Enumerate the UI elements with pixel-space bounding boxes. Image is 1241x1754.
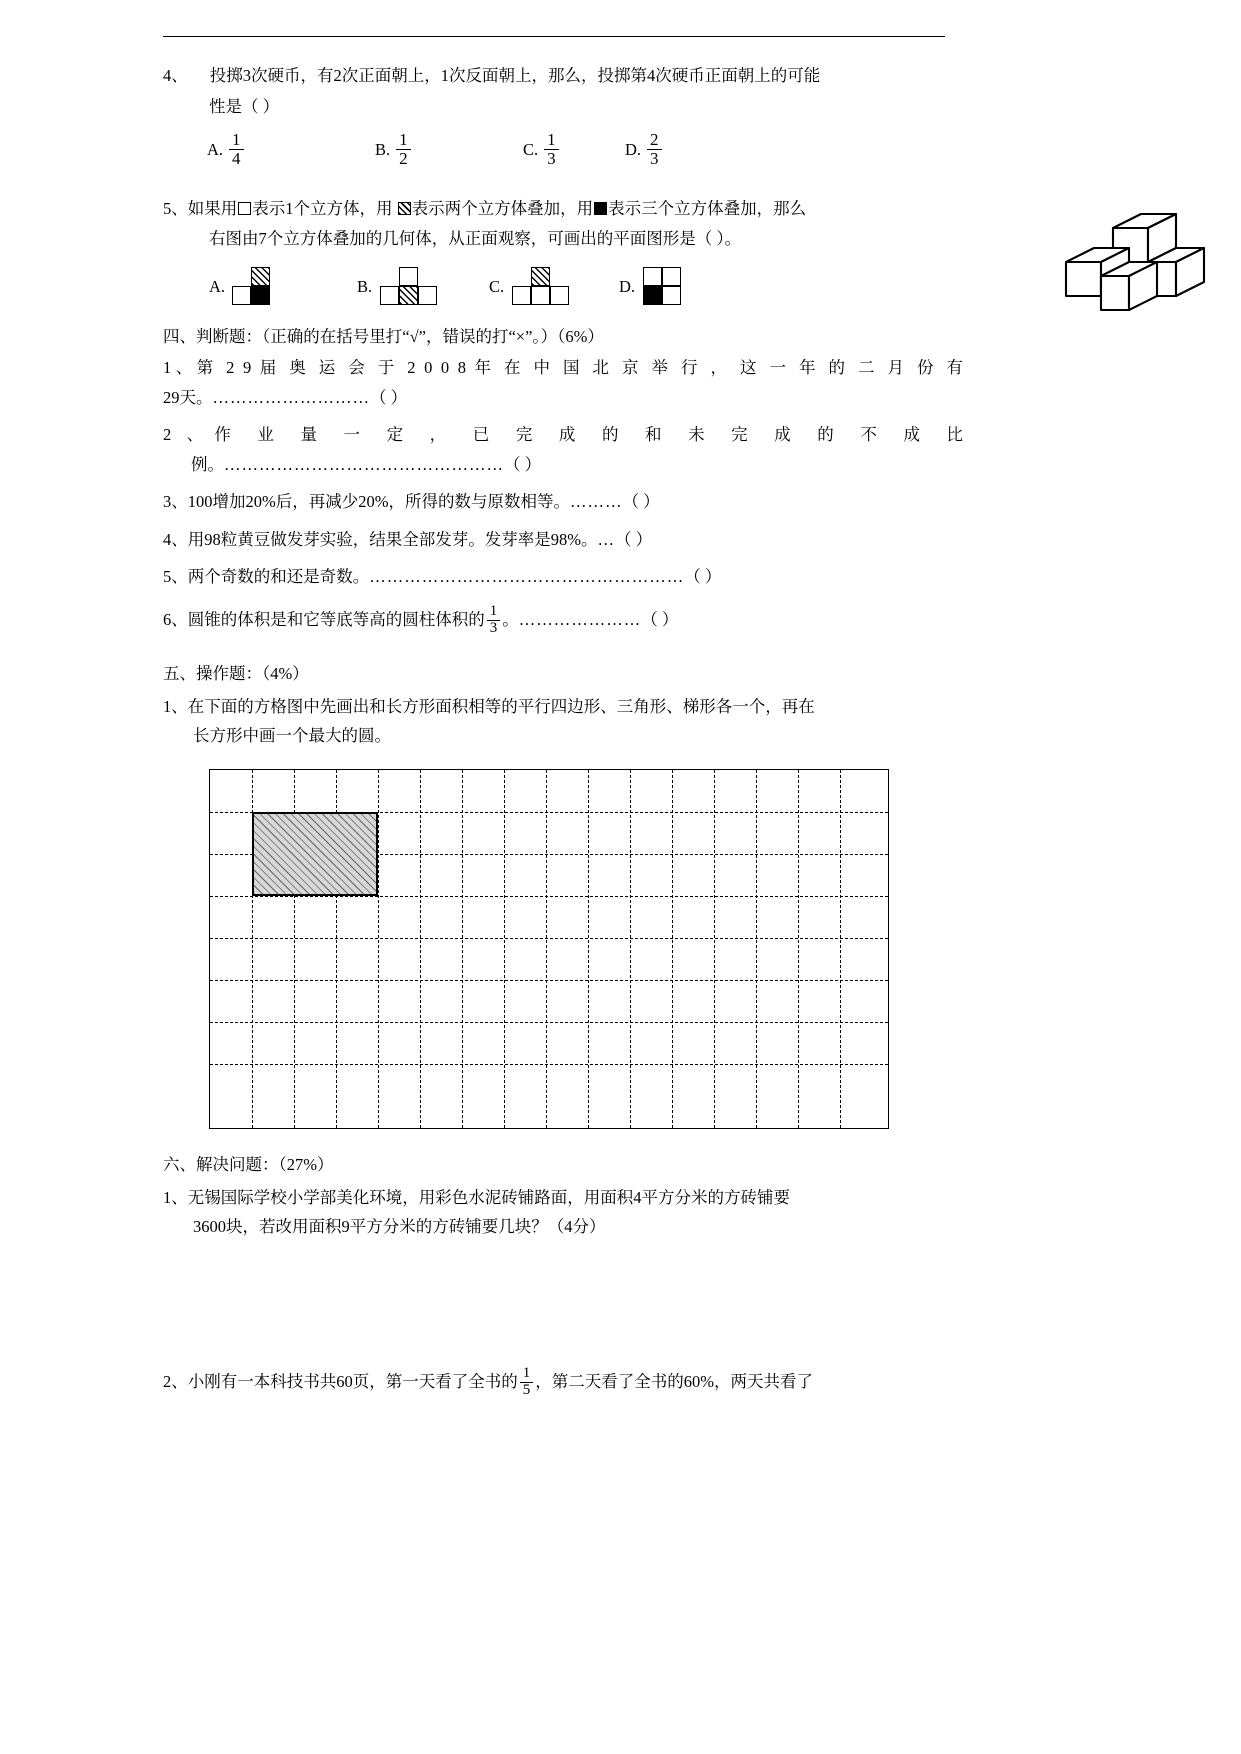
s6-q1-number: 1、 [163,1187,188,1207]
item-1-text: 第 2 9 届 奥 运 会 于 2 0 0 8 年 在 中 国 北 京 举 行 ， 这 一 年 的 二 月 份 有 [196,358,963,378]
section-4-item-2-line2 [191,450,963,479]
item-2-line2-text: 例。 [191,454,224,474]
choice-a-fraction [229,131,244,168]
s5-q1-number: 1、 [163,696,188,716]
item-1-number: 1、 [163,358,197,378]
shaded-rectangle [252,812,378,896]
choice-d-fraction [647,131,662,168]
item-3-number: 3、 [163,492,188,512]
section-4-item-2-line1 [163,420,963,450]
item-2-dots: ………………………………………… [224,454,504,474]
question-4-choices [207,129,963,169]
item-6-text: 圆锥的体积是和它等底等高的圆柱体积的 [187,610,485,630]
choice-c-denominator: 3 [544,149,559,168]
item-6-denominator: 3 [487,620,501,637]
question-5-line2: 右图由7个立方体叠加的几何体，从正面观察，可画出的平面图形是（ ）。 [209,228,742,248]
item-6-fraction [487,604,501,637]
choice-d-denominator: 3 [647,149,662,168]
section-4-item-3 [163,487,963,516]
question-5-seg2: 表示1个立方体，用 [252,199,393,219]
item-6-answer-blank[interactable]: （ ） [641,610,679,630]
item-5-number: 5、 [163,566,188,586]
item-5-answer-blank[interactable]: （ ） [684,566,722,586]
choice-a-label: A. [207,140,224,160]
q5-choice-d-figure [641,267,687,307]
section-5-question-1 [163,692,963,721]
question-5-seg4: 表示三个立方体叠加，那么 [608,199,807,219]
choice-b-fraction [396,131,411,168]
filled-square-icon [594,202,607,215]
question-5-choice-d[interactable] [619,267,687,307]
question-5-seg1: 如果用 [187,199,238,219]
question-4-text-line1: 投掷3次硬币，有2次正面朝上，1次反面朝上，那么，投掷第4次硬币正面朝上的可能 [209,66,821,85]
question-5-seg3: 表示两个立方体叠加，用 [411,199,594,219]
choice-a-denominator: 4 [229,149,244,168]
s6-q2-denominator: 5 [520,1382,534,1399]
item-4-text: 用98粒黄豆做发芽实验，结果全部发芽。发芽率是98%。 [187,529,598,549]
section-4-item-1-line2 [163,383,963,412]
answer-space-1[interactable] [163,1241,963,1337]
choice-c-label: C. [523,140,539,160]
section-6-question-1 [163,1183,963,1212]
s6-q2-fraction [520,1366,534,1399]
choice-d-label: D. [625,140,642,160]
item-6-number: 6、 [163,610,188,630]
item-2-number: 2 、 [163,425,215,445]
q5-choice-d-label: D. [619,277,636,297]
cube-stack-illustration [1057,200,1207,312]
cube-stack-svg [1057,200,1207,312]
q5-choice-b-figure [378,267,440,307]
section-6-question-2 [163,1367,963,1400]
question-5 [163,194,963,223]
item-1-dots: ……………………… [212,387,370,407]
item-2-text: 作 业 量 一 定 ， 已 完 成 的 和 未 完 成 的 不 成 比 [214,425,964,445]
hatched-square-icon [398,202,411,215]
item-3-text: 100增加20%后，再减少20%，所得的数与原数相等。 [187,492,570,512]
choice-c-numerator: 1 [547,129,556,149]
question-4-choice-c[interactable] [523,129,625,169]
choice-c-fraction [544,131,559,168]
question-5-number: 5、 [163,199,188,219]
s5-q1-line2: 长方形中画一个最大的圆。 [193,726,391,746]
item-6-numerator: 1 [489,603,498,620]
choice-d-numerator: 2 [650,129,659,149]
section-4-item-5 [163,562,963,591]
section-4-heading: 四、判断题：（正确的在括号里打“√”，错误的打“×”。）（6%） [163,327,604,347]
section-6-heading: 六、解决问题：（27%） [163,1154,334,1174]
question-5-choice-c[interactable] [489,267,619,307]
section-4-item-4 [163,525,963,554]
header-rule [163,36,945,37]
section-4-item-6 [163,605,963,638]
question-4-choice-b[interactable] [375,129,523,169]
item-5-text: 两个奇数的和还是奇数。 [187,566,370,586]
question-4-text-line2: 性是（ ） [209,97,280,117]
section-4-item-1-line1 [163,353,963,383]
choice-b-label: B. [375,140,391,160]
choice-a-numerator: 1 [232,129,241,149]
question-5-choice-a[interactable] [209,267,357,307]
graph-paper-figure[interactable] [209,769,889,1129]
item-4-answer-blank[interactable]: （ ） [615,529,653,549]
q5-choice-c-label: C. [489,277,505,297]
item-1-answer-blank[interactable]: （ ） [370,387,408,407]
question-5-choice-b[interactable] [357,267,489,307]
q5-choice-a-label: A. [209,277,226,297]
item-5-dots: ……………………………………………… [369,566,685,586]
item-6-dots: ………………… [518,610,642,630]
item-1-line2-text: 29天。 [163,387,213,407]
section-5-heading: 五、操作题：（4%） [163,663,309,683]
s6-q2-pre: 小刚有一本科技书共60页，第一天看了全书的 [187,1372,518,1392]
q5-choice-b-label: B. [357,277,373,297]
question-4-choice-a[interactable] [207,129,375,169]
choice-b-numerator: 1 [399,129,408,149]
s6-q1-line1: 无锡国际学校小学部美化环境，用彩色水泥砖铺路面，用面积4平方分米的方砖铺要 [187,1187,790,1207]
s6-q2-post: ，第二天看了全书的60%，两天共看了 [535,1372,813,1392]
question-4-number: 4、 [163,66,188,85]
question-4 [163,62,963,90]
s6-q2-numerator: 1 [522,1365,531,1382]
page-content [163,62,963,1400]
item-3-answer-blank[interactable]: （ ） [622,492,660,512]
s6-q2-number: 2、 [163,1372,188,1392]
s5-q1-line1: 在下面的方格图中先画出和长方形面积相等的平行四边形、三角形、梯形各一个，再在 [187,696,815,716]
item-4-number: 4、 [163,529,188,549]
q5-choice-a-figure [231,267,273,307]
item-3-dots: ……… [570,492,623,512]
q5-choice-c-figure [510,267,572,307]
item-2-answer-blank[interactable]: （ ） [504,454,542,474]
s6-q1-line2: 3600块，若改用面积9平方分米的方砖铺要几块？（4分） [193,1216,606,1236]
question-5-choices [209,267,963,307]
choice-b-denominator: 2 [396,149,411,168]
question-4-choice-d[interactable] [625,129,664,169]
item-6-post: 。 [502,610,519,630]
empty-square-icon [238,202,251,215]
item-4-dots: … [597,529,615,549]
